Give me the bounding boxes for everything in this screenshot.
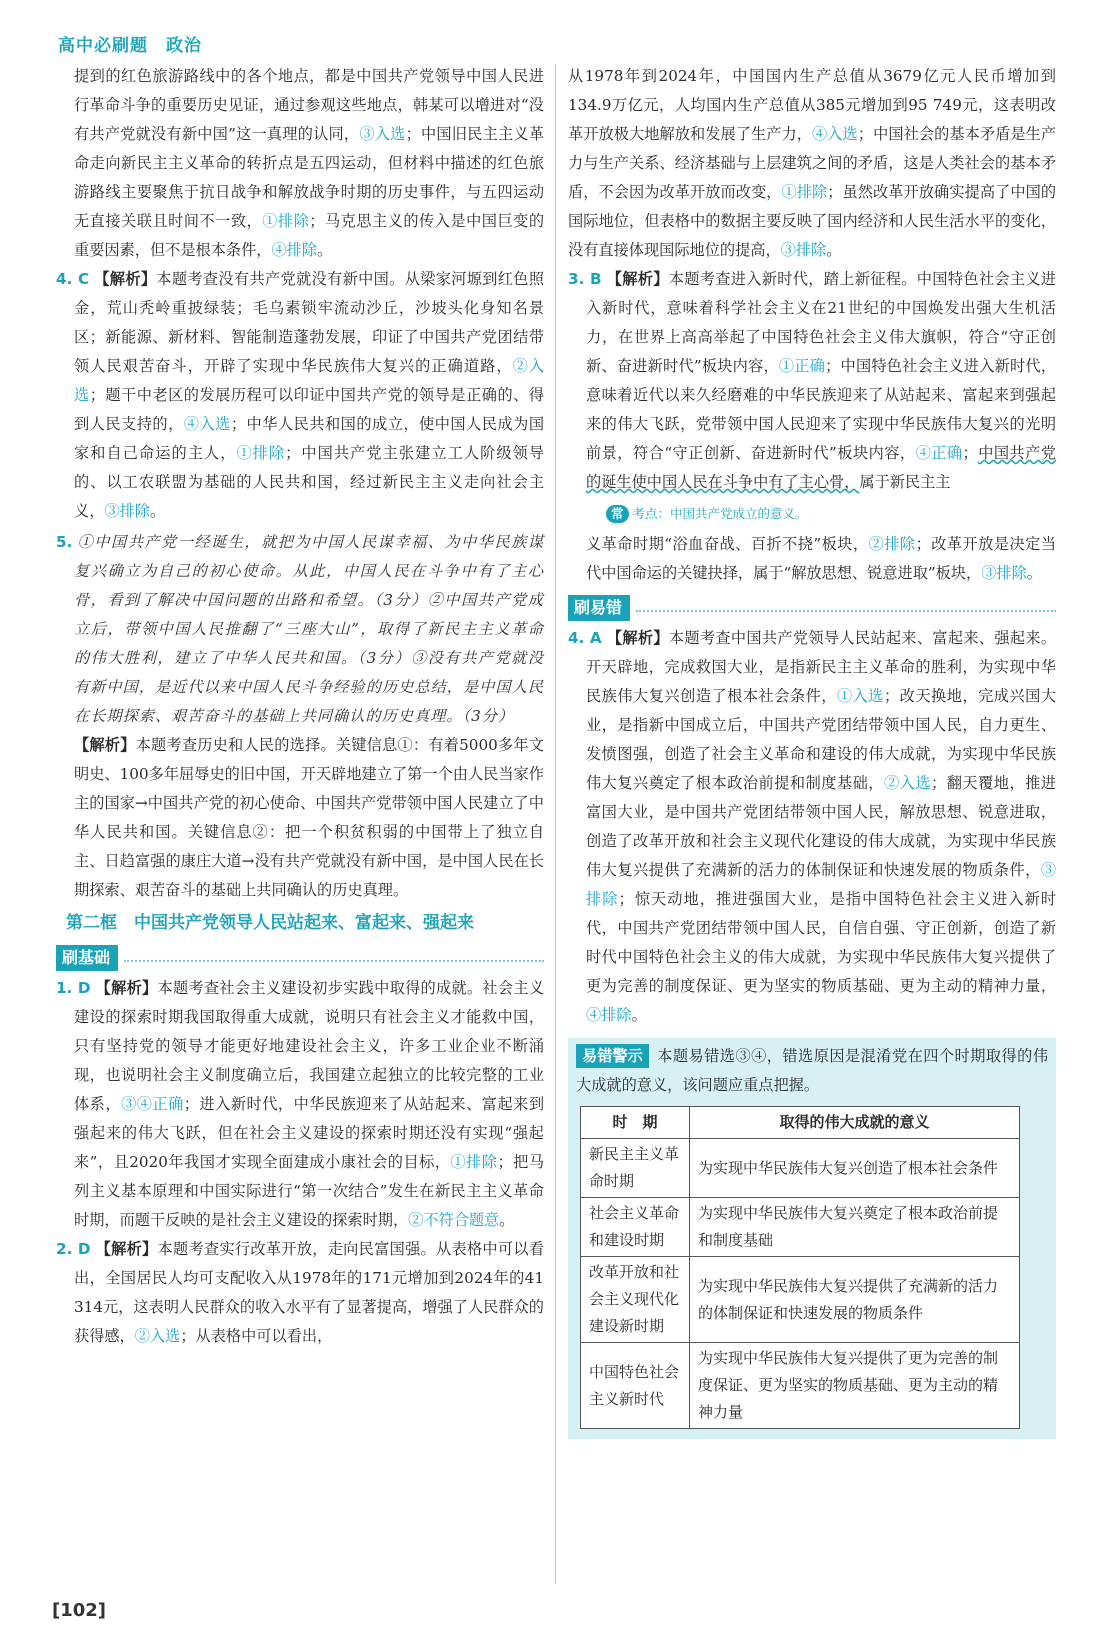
error-tag <box>568 594 1056 622</box>
text: 。 <box>631 1006 647 1024</box>
text: ；中国特色社会主义进入新时代，意味着近代以来久经磨难的中华民族迎来了从站起来、富起来到强起来的伟大飞跃，党带领中国人民迎来了实现中华民族伟大复兴的光明前景，符合“守正创新、奋进新时代”板块内容， <box>586 357 1057 462</box>
note-text: 考点：中国共产党成立的意义。 <box>632 506 808 521</box>
answer-mark: ②排除 <box>868 535 916 553</box>
table-cell: 为实现中华民族伟大复兴奠定了根本政治前提和制度基础 <box>690 1198 1020 1257</box>
tag-label: 刷基础 <box>56 945 118 971</box>
table-header: 取得的伟大成就的意义 <box>690 1107 1020 1139</box>
question-4 <box>568 624 1056 1030</box>
question-number: 3. B <box>568 270 602 288</box>
table-row <box>581 1257 1020 1343</box>
text: ；改革开放是决定当代中国命运的关键抉择，属于“解放思想、锐意进取”板块， <box>586 535 1057 582</box>
table-cell: 中国特色社会主义新时代 <box>581 1343 690 1429</box>
right-column <box>568 62 1056 1439</box>
text: ；惊天动地，推进强国大业，是指中国特色社会主义进入新时代，中国共产党团结带领中国人民，自信自强、守正创新，创造了新时代中国特色社会主义的伟大成就，为实现中华民族伟大复兴提供了更为完善的制度保证、更为坚实的物质基础、更为主动的精神力量， <box>586 890 1057 995</box>
text: 。 <box>1026 564 1042 582</box>
answer-mark: ①排除 <box>262 212 310 230</box>
question-2 <box>56 1235 544 1351</box>
answer-mark: ③排除 <box>981 564 1027 582</box>
text: 属于新民主主 <box>859 473 951 491</box>
table-cell: 为实现中华民族伟大复兴创造了根本社会条件 <box>690 1139 1020 1198</box>
continued-paragraph <box>568 62 1056 265</box>
answer-mark: ④正确 <box>915 444 963 462</box>
tag-label: 刷易错 <box>568 595 630 621</box>
analysis-label: 【解析】 <box>606 629 669 647</box>
question-number: 2. D <box>56 1240 91 1258</box>
table-cell: 新民主主义革命时期 <box>581 1139 690 1198</box>
text: 本题考查进入新时代，踏上新征程。中国特色社会主义进入新时代，意味着科学社会主义在21世纪的中国焕发出强大生机活力，在世界上高高举起了中国特色社会主义伟大旗帜，符合“守正创新、奋进新时代”板块内容， <box>586 270 1057 375</box>
text: 义革命时期“浴血奋战、百折不挠”板块， <box>586 535 869 553</box>
basic-tag <box>56 944 544 972</box>
answer-mark: ②不符合题意 <box>408 1211 500 1229</box>
answer-mark: ③④正确 <box>121 1095 184 1113</box>
table-header-row <box>581 1107 1020 1139</box>
answer-mark: ①正确 <box>778 357 826 375</box>
table-row <box>581 1343 1020 1429</box>
question-4 <box>56 265 544 526</box>
table-cell: 为实现中华民族伟大复兴提供了充满新的活力的体制保证和快速发展的物质条件 <box>690 1257 1020 1343</box>
table-row <box>581 1139 1020 1198</box>
text: 提到的红色旅游路线中的各个地点，都是中国共产党领导中国人民进行革命斗争的重要历史见证，通过参观这些地点，韩某可以增进对“没有共产党就没有新中国”这一真理的认同， <box>74 67 544 143</box>
text: ；从表格中可以看出， <box>180 1327 333 1345</box>
answer-mark: ④排除 <box>271 241 317 259</box>
handwritten-answer: ①中国共产党一经诞生，就把为中国人民谋幸福、为中华民族谋复兴确立为自己的初心使命。从此，中国人民在斗争中有了主心骨，看到了解决中国问题的出路和希望。（3分）②中国共产党成立后，带领中国人民推翻了“三座大山”，取得了新民主主义革命的伟大胜利，建立了中华人民共和国。（3分）③没有共产党就没有新中国，是近代以来中国人民斗争经验的历史总结，是中国人民在长期探索、艰苦奋斗的基础上共同确认的历史真理。（3分） <box>74 533 545 725</box>
answer-mark: ④排除 <box>586 1006 632 1024</box>
wavy-underline-text: 中国共产党的诞生使中国人民在斗争中有了主心骨， <box>586 444 1057 491</box>
analysis-label: 【解析】 <box>606 270 669 288</box>
text: ；题干中老区的发展历程可以印证中国共产党的领导是正确的、得到人民支持的， <box>74 386 545 433</box>
continued-paragraph <box>56 62 544 265</box>
answer-mark: ②入选 <box>883 774 932 792</box>
text: 本题易错选③④，错选原因是混淆党在四个时期取得的伟大成就的意义，该问题应重点把握。 <box>576 1047 1048 1094</box>
text: 从1978年到2024年，中国国内生产总值从3679亿元人民币增加到134.9万亿元，人均国内生产总值从385元增加到95 749元，这表明改革开放极大地解放和发展了生产力， <box>568 67 1056 143</box>
text: 。 <box>499 1211 515 1229</box>
table-cell: 社会主义革命和建设时期 <box>581 1198 690 1257</box>
answer-mark: ③排除 <box>586 861 1056 908</box>
text: ；翻天覆地，推进富国大业，是中国共产党团结带领中国人民，解放思想、锐意进取，创造了改革开放和社会主义现代化建设的伟大成就，为实现中华民族伟大复兴提供了充满新的活力的体制保证和快速发展的物质条件， <box>586 774 1057 879</box>
answer-mark: ③排除 <box>104 502 150 520</box>
analysis-label: 【解析】 <box>95 1240 158 1258</box>
question-5 <box>56 528 544 731</box>
text: ；马克思主义的传入是中国巨变的重要因素，但不是根本条件， <box>74 212 545 259</box>
answer-mark: ①排除 <box>236 444 286 462</box>
answer-mark: ②入选 <box>134 1327 181 1345</box>
text: 。 <box>317 241 333 259</box>
answer-mark: ①排除 <box>450 1153 498 1171</box>
page-number: [102] <box>52 1600 107 1621</box>
left-column <box>56 62 544 1351</box>
question-number: 4. A <box>568 629 602 647</box>
question-number: 1. D <box>56 979 91 997</box>
dotted-rule <box>636 610 1056 612</box>
warning-label: 易错警示 <box>576 1044 649 1068</box>
table-row <box>581 1198 1020 1257</box>
answer-mark: ④入选 <box>183 415 231 433</box>
text: ；中国社会的基本矛盾是生产力与生产关系、经济基础与上层建筑之间的矛盾，这是人类社会的基本矛盾，不会因为改革开放而改变， <box>568 125 1057 201</box>
analysis-label: 【解析】 <box>94 270 157 288</box>
significance-table <box>580 1106 1020 1429</box>
analysis-label: 【解析】 <box>95 979 158 997</box>
question-5-analysis <box>56 731 544 905</box>
text: 。 <box>149 502 166 520</box>
table-cell: 为实现中华民族伟大复兴提供了更为完善的制度保证、更为坚实的物质基础、更为主动的精神力量 <box>690 1343 1020 1429</box>
answer-mark: ①入选 <box>836 687 884 705</box>
text: 本题考查没有共产党就没有新中国。从梁家河塬到红色照金，荒山秃岭重披绿装；毛乌素锁牢流动沙丘，沙坡头化身知名景区；新能源、新材料、智能制造蓬勃发展，印证了中国共产党团结带领人民艰苦奋斗，开辟了实现中华民族伟大复兴的正确道路， <box>74 270 545 375</box>
error-warning-box <box>568 1038 1056 1439</box>
text: ；进入新时代，中华民族迎来了从站起来、富起来到强起来的伟大飞跃，但在社会主义建设的探索时期还没有实现“强起来”，且2020年我国才实现全面建成小康社会的目标， <box>74 1095 545 1171</box>
answer-mark: ②入选 <box>74 357 545 404</box>
answer-mark: ①排除 <box>781 183 828 201</box>
note-badge: 常 <box>606 505 629 523</box>
text: 本题考查实行改革开放，走向民富国强。从表格中可以看出，全国居民人均可支配收入从1978年的171元增加到2024年的41 314元，这表明人民群众的收入水平有了显著提高，增强了人民群众的获得感， <box>74 1240 545 1345</box>
question-3-continued <box>568 530 1056 588</box>
answer-mark: ④入选 <box>812 125 858 143</box>
table-header: 时 期 <box>581 1107 690 1139</box>
text: ；虽然改革开放确实提高了中国的国际地位，但表格中的数据主要反映了国内经济和人民生活水平的变化，没有直接体现国际地位的提高， <box>568 183 1057 259</box>
text: ；把马列主义基本原理和中国实际进行“第一次结合”发生在新民主主义革命时期，而题干反映的是社会主义建设的探索时期， <box>74 1153 545 1229</box>
exam-point-note <box>606 499 1056 528</box>
text: ；中国旧民主主义革命走向新民主主义革命的转折点是五四运动，但材料中描述的红色旅游路线主要聚焦于抗日战争和解放战争时期的历史事件，与五四运动无直接关联且时间不一致， <box>74 125 545 230</box>
warning-text <box>576 1042 1048 1100</box>
question-1 <box>56 974 544 1235</box>
table-cell: 改革开放和社会主义现代化建设新时期 <box>581 1257 690 1343</box>
text: 本题考查历史和人民的选择。关键信息①：有着5000多年文明史、100多年屈辱史的旧中国，开天辟地建立了第一个由人民当家作主的国家→中国共产党的初心使命、中国共产党带领中国人民建立了中华人民共和国。关键信息②：把一个积贫积弱的中国带上了独立自主、日趋富强的康庄大道→没有共产党就没有新中国，是中国人民在长期探索、艰苦奋斗的基础上共同确认的历史真理。 <box>74 736 544 899</box>
text: ；改天换地，完成兴国大业，是指新中国成立后，中国共产党团结带领中国人民，自力更生、发愤图强，创造了社会主义革命和建设的伟大成就，为实现中华民族伟大复兴奠定了根本政治前提和制度基础， <box>586 687 1057 792</box>
answer-mark: ③入选 <box>359 125 406 143</box>
question-number: 5. <box>56 533 73 551</box>
text: ； <box>962 444 978 462</box>
text: 。 <box>826 241 842 259</box>
page-header: 高中必刷题 政治 <box>58 36 202 56</box>
text: 本题考查社会主义建设初步实践中取得的成就。社会主义建设的探索时期我国取得重大成就，说明只有社会主义才能救中国，只有坚持党的领导才能更好地建设社会主义，许多工业企业不断涌现，也说明社会主义制度确立后，我国建立起独立的比较完整的工业体系， <box>74 979 545 1113</box>
text: ；中华人民共和国的成立，使中国人民成为国家和自己命运的主人， <box>74 415 545 462</box>
text: 本题考查中国共产党领导人民站起来、富起来、强起来。开天辟地，完成救国大业，是指新民主主义革命的胜利，为实现中华民族伟大复兴创造了根本社会条件， <box>586 629 1057 705</box>
question-3 <box>568 265 1056 497</box>
column-divider <box>555 64 556 1584</box>
analysis-label: 【解析】 <box>74 736 136 754</box>
text: ；中国共产党主张建立工人阶级领导的、以工农联盟为基础的人民共和国，经过新民主主义走向社会主义， <box>74 444 545 520</box>
answer-mark: ③排除 <box>780 241 827 259</box>
dotted-rule <box>124 960 544 962</box>
section-title: 第二框 中国共产党领导人民站起来、富起来、强起来 <box>66 913 474 933</box>
question-number: 4. C <box>56 270 90 288</box>
